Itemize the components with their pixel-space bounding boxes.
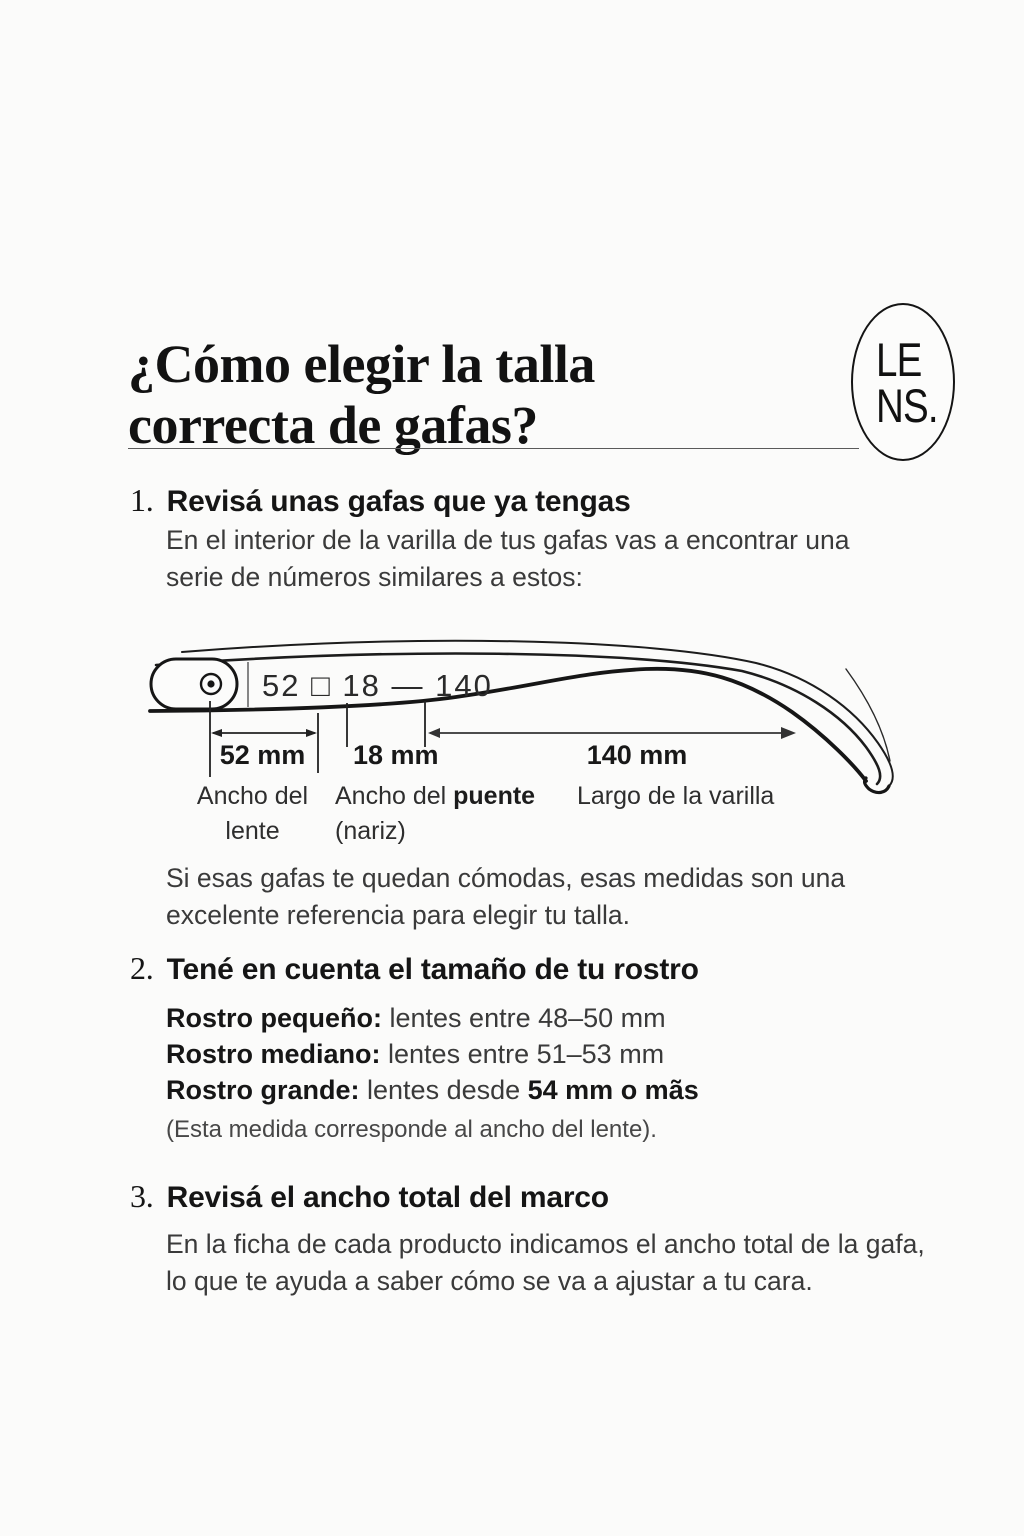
face-medium-text: lentes entre 51–53 mm [380,1039,665,1069]
dim-arrow-lens-right [306,729,317,737]
face-medium-label: Rostro mediano: [166,1039,381,1069]
section-1-after-note: Si esas gafas te quedan cómodas, esas medidas son una excelente referencia para elegir tu talla. [166,863,846,930]
dim-arrow-lens-left [211,729,222,737]
brand-logo-line1: LE [876,333,922,386]
section-1-heading-text: Revisá unas gafas que ya tengas [166,485,631,518]
hinge-end-cap [151,659,237,709]
temple-size-marking: 52 □ 18 — 140 [262,668,493,703]
face-large-text: lentes desde [359,1075,528,1105]
lens-width-value: 52 mm [219,740,306,770]
hinge-screw-center [207,680,214,687]
face-large-label: Rostro grande: [166,1075,360,1105]
brand-logo-badge [851,303,955,461]
face-size-row-large [166,1075,699,1106]
face-size-row-medium [166,1039,664,1070]
bridge-width-value: 18 mm [353,740,439,770]
face-large-bold: 54 mm o mãs [527,1075,699,1105]
lens-width-label: Ancho del lente [196,782,309,845]
title-divider [128,448,859,449]
section-2-note: (Esta medida corresponde al ancho del lente). [166,1116,657,1143]
dim-arrow-temple-right [781,727,796,739]
face-size-row-small [166,1003,666,1034]
section-2-number: 2. [130,950,154,986]
section-3-heading-text: Revisá el ancho total del marco [166,1181,609,1214]
section-1-number: 1. [130,482,154,518]
page-title: ¿Cómo elegir la talla correcta de gafas? [128,334,595,455]
bridge-label-line2: (nariz) [335,816,406,845]
bridge-label-bold: puente [453,782,536,810]
bridge-width-label [335,779,585,848]
section-2-heading [130,950,699,987]
section-2-heading-text: Tené en cuenta el tamaño de tu rostro [166,953,699,986]
section-1-body: En el interior de la varilla de tus gafas vas a encontrar una serie de números similares a estos: [166,525,850,592]
face-small-text: lentes entre 48–50 mm [382,1003,666,1033]
section-3-body: En la ficha de cada producto indicamos el ancho total de la gafa, lo que te ayuda a saber cómo se va a ajustar a tu cara. [166,1229,925,1296]
temple-length-value: 140 mm [586,740,688,770]
brand-logo-line2: NS. [876,379,938,433]
dim-arrow-temple-left [428,728,440,738]
section-3-number: 3. [130,1178,154,1214]
face-small-label: Rostro pequeño: [166,1003,382,1033]
brand-logo-text [876,333,938,433]
section-3-heading [130,1178,609,1215]
bridge-label-prefix: Ancho del [335,782,454,810]
section-1-heading [130,482,631,519]
temple-length-label: Largo de la varilla [577,782,775,810]
